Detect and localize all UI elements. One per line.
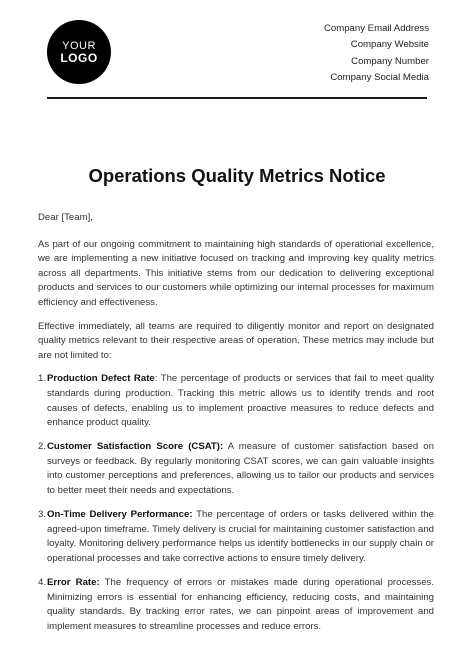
company-logo — [47, 20, 111, 84]
metric-name: Error Rate: — [47, 576, 100, 588]
metric-number: 4. — [38, 576, 47, 588]
metric-item — [38, 508, 434, 566]
metric-description: A measure of customer satisfaction based on surveys or feedback. By regularly monitoring CSAT scores, we can gain valuable insights into customer perceptions and preferences, allowing us to tailor our products and services to better meet their needs and expectations. — [47, 441, 434, 496]
metric-item — [38, 440, 434, 498]
requirements-paragraph: Effective immediately, all teams are required to diligently monitor and report on designated quality metrics relevant to their respective areas of operation. These metrics may include but are not limited to: — [38, 320, 434, 361]
metric-description: : The percentage of products or services that fail to meet quality standards during production. Tracking this metric allows us to identify trends and root causes of defects, enabling us to implement proactive measures to reduce defects and enhance product quality. — [47, 373, 434, 429]
metric-description: The frequency of errors or mistakes made during operational processes. Minimizing errors is essential for enhancing efficiency, reducing costs, and maintaining quality standards. By tracking error rates, we can pinpoint areas of improvement and implement measures to streamline processes and reduce errors. — [47, 576, 434, 632]
company-website: Company Website — [350, 39, 429, 51]
document-title: Operations Quality Metrics Notice — [88, 165, 386, 186]
metric-item — [38, 576, 434, 634]
metric-description: The percentage of orders or tasks delivered within the agreed-upon timeframe. Timely delivery is crucial for maintaining customer satisfaction and loyalty. Monitoring delivery performance helps us identify bottlenecks in our supply chain or operational processes and take corrective actions to ensure timely delivery. — [47, 509, 434, 564]
logo-line-1: YOUR — [62, 40, 96, 52]
metrics-list — [38, 372, 434, 634]
metric-number: 1. — [38, 373, 47, 385]
logo-line-2: LOGO — [60, 51, 98, 65]
header-divider — [47, 97, 427, 99]
contact-block — [324, 21, 429, 86]
metric-name: Customer Satisfaction Score (CSAT): — [47, 441, 224, 453]
metric-number: 3. — [38, 509, 47, 521]
metric-name: On-Time Delivery Performance: — [47, 509, 193, 521]
salutation: Dear [Team], — [38, 212, 93, 223]
company-number: Company Number — [351, 55, 429, 67]
company-social-media: Company Social Media — [330, 71, 429, 83]
metric-item — [38, 372, 434, 430]
document-body — [38, 211, 434, 644]
intro-paragraph: As part of our ongoing commitment to maintaining high standards of operational excellence, we are implementing a new initiative focused on tracking and improving key quality metrics across all departments. This initiative stems from our dedication to delivering exceptional products and services to our customers while optimizing our internal processes for maximum efficiency and effectiveness. — [38, 238, 434, 308]
company-email: Company Email Address — [323, 23, 429, 34]
metric-number: 2. — [38, 441, 47, 453]
metric-name: Production Defect Rate — [47, 373, 155, 385]
